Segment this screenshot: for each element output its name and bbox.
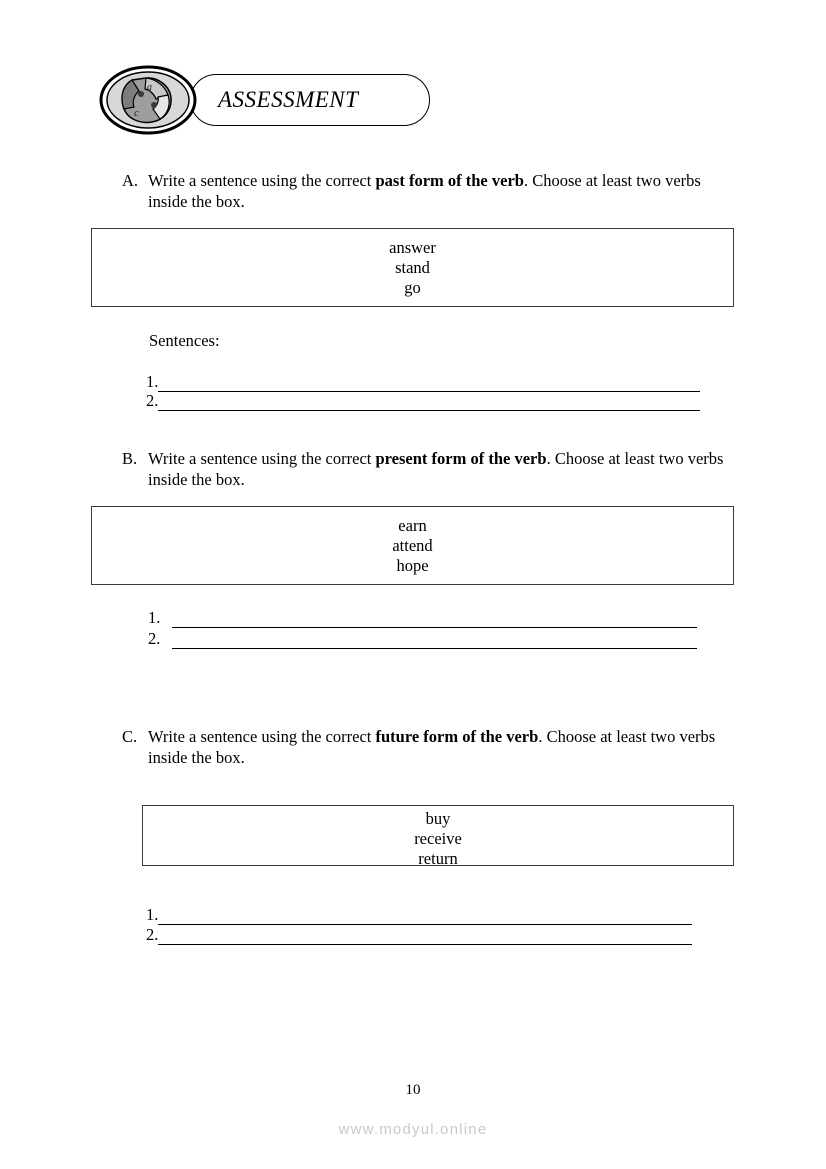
answer-number-a-2: 2. — [146, 391, 159, 410]
answer-number-a-1: 1. — [146, 372, 159, 391]
question-a-letter: A. — [122, 171, 139, 190]
question-b-prompt-bold: present form of the verb — [375, 449, 547, 468]
question-b-prompt-before: Write a sentence using the correct — [148, 449, 376, 468]
word-box-a — [91, 228, 734, 307]
answer-number-c-2: 2. — [146, 925, 159, 944]
sentences-label-a: Sentences: — [149, 331, 220, 350]
word-box-b — [91, 506, 734, 585]
word-c-1: buy — [425, 809, 451, 828]
watermark: www.modyul.online — [338, 1121, 488, 1138]
word-b-2: attend — [392, 536, 433, 555]
answer-line-a-2 — [146, 391, 700, 411]
page-title: ASSESSMENT — [218, 87, 359, 112]
question-a-text — [148, 170, 722, 212]
svg-text:c: c — [134, 107, 139, 119]
answer-rule-c-1[interactable] — [158, 911, 692, 925]
word-c-2: receive — [414, 829, 462, 848]
answer-rule-a-1[interactable] — [158, 378, 700, 392]
answer-rule-c-2[interactable] — [158, 931, 692, 945]
answer-line-b-1 — [148, 608, 697, 628]
svg-text:a: a — [147, 82, 152, 93]
answer-rule-b-2[interactable] — [172, 635, 697, 649]
question-b-prompt-after: . Choose at least two verbs inside the box. — [148, 449, 724, 489]
word-b-3: hope — [396, 556, 429, 575]
word-a-1: answer — [389, 238, 436, 257]
question-a-prompt-before: Write a sentence using the correct — [148, 171, 376, 190]
question-a-prompt-bold: past form of the verb — [375, 171, 524, 190]
answer-line-c-2 — [146, 925, 692, 945]
question-c-letter: C. — [122, 727, 138, 746]
answer-number-b-2: 2. — [148, 629, 161, 648]
word-a-2: stand — [395, 258, 430, 277]
question-a-prompt-after: . Choose at least two verbs inside the box. — [148, 171, 701, 211]
question-c-prompt-bold: future form of the verb — [375, 727, 539, 746]
puzzle-head-icon — [98, 64, 198, 136]
question-c-text — [148, 726, 740, 768]
word-b-1: earn — [398, 516, 427, 535]
assessment-banner — [98, 64, 433, 136]
answer-line-a-1 — [146, 372, 700, 392]
word-box-c — [142, 805, 734, 866]
question-b — [122, 448, 732, 490]
word-a-3: go — [404, 278, 421, 297]
question-c — [122, 726, 740, 768]
question-b-text — [148, 448, 732, 490]
answer-line-c-1 — [146, 905, 692, 925]
answer-rule-a-2[interactable] — [158, 397, 700, 411]
question-b-letter: B. — [122, 449, 138, 468]
question-c-prompt-before: Write a sentence using the correct — [148, 727, 376, 746]
page-number: 10 — [405, 1082, 421, 1098]
answer-number-c-1: 1. — [146, 905, 159, 924]
answer-rule-b-1[interactable] — [172, 614, 697, 628]
question-a — [122, 170, 722, 212]
word-c-3: return — [418, 849, 458, 868]
question-c-prompt-after: . Choose at least two verbs inside the box. — [148, 727, 716, 767]
answer-line-b-2 — [148, 629, 697, 649]
answer-number-b-1: 1. — [148, 608, 161, 627]
